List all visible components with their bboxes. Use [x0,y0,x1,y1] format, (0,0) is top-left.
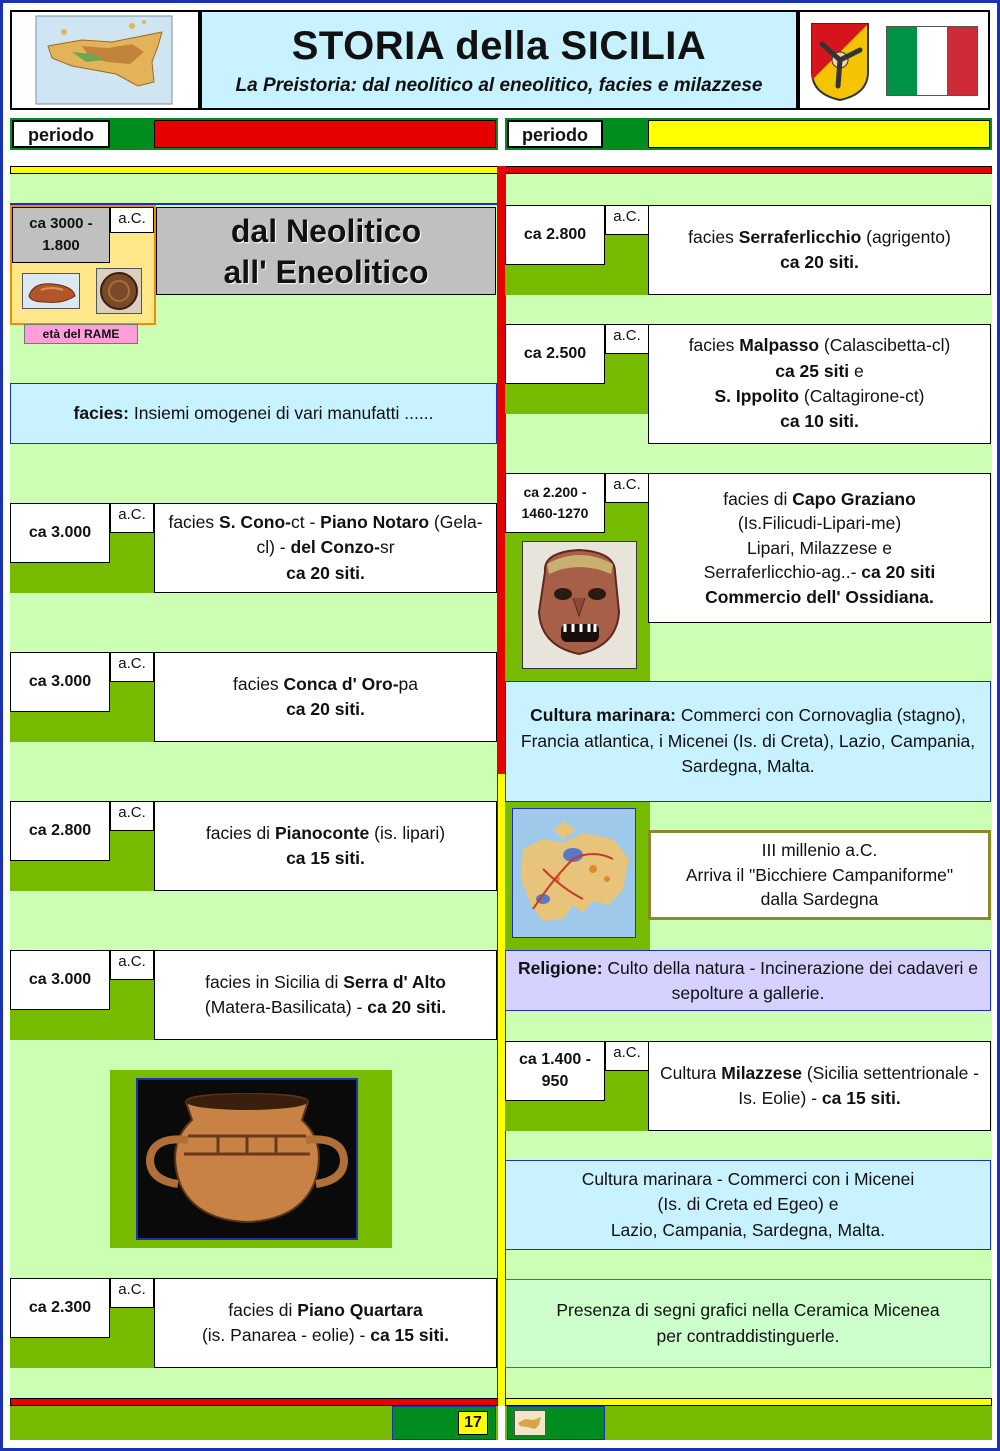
entry-date-line2: 1460-1270 [521,505,589,521]
entry-date-line1: ca 2.200 - [523,484,587,500]
bicchiere-campaniforme-box: III millenio a.C. Arriva il "Bicchiere Campaniforme" dalla Sardegna [648,830,991,920]
intro-title-line1: dal Neolitico [230,213,422,249]
footer-left-rule [10,1398,498,1406]
footer-map-thumbnail [514,1410,546,1436]
flags-box [798,10,990,110]
intro-date [12,207,110,263]
entry-text-serraferlicchio: facies Serraferlicchio (agrigento) ca 20 siti. [648,205,991,295]
entry-text-pianoconte: facies di Pianoconte (is. lipari) ca 15 siti. [154,801,497,891]
entry-text-malpasso: facies Malpasso (Calascibetta-cl) ca 25 siti e S. Ippolito (Caltagirone-ct) ca 10 siti. [648,324,991,444]
entry-date: ca 2.300 [10,1278,110,1338]
entry-era: a.C. [110,652,154,682]
religione-box [505,950,991,1011]
entry-text-conca-doro: facies Conca d' Oro-pa ca 20 siti. [154,652,497,742]
copper-age-label: età del RAME [24,324,138,344]
sicily-map-box [10,10,200,110]
copper-artifact-image-2 [96,268,142,314]
entry-era: a.C. [605,1041,649,1071]
page-number: 17 [458,1411,488,1435]
period-color-yellow [648,120,990,148]
religione-text: Culto della natura - Incinerazione dei cadaveri e sepolture a gallerie. [602,958,979,1003]
entry-era: a.C. [110,1278,154,1308]
cultura-marinara-label: Cultura marinara: [530,705,677,726]
footer-right-rule [505,1398,992,1406]
entry-era: a.C. [110,950,154,980]
entry-date-text: ca 1.400 - 950 [518,1050,592,1090]
entry-era: a.C. [110,503,154,533]
entry-text-milazzese: Cultura Milazzese (Sicilia settentrionale - Is. Eolie) - ca 15 siti. [648,1041,991,1131]
intro-title-line2: all' Eneolitico [223,254,429,290]
entry-date: ca 2.800 [505,205,605,265]
entry-era: a.C. [605,205,649,235]
entry-era: a.C. [605,324,649,354]
sicily-map-image [12,12,198,108]
left-top-rule [10,166,498,174]
cultura-marinara-2-box: Cultura marinara - Commerci con i Micenei (Is. di Creta ed Egeo) e Lazio, Campania, Sardegna, Malta. [505,1160,991,1250]
entry-date: ca 3.000 [10,652,110,712]
entry-text-s-cono: facies S. Cono-ct - Piano Notaro (Gela-cl) - del Conzo-sr ca 20 siti. [154,503,497,593]
entry-date [505,473,605,533]
segni-grafici-box: Presenza di segni grafici nella Ceramica Micenea per contraddistinguerle. [505,1279,991,1368]
mask-artifact-image [522,541,637,669]
entry-text-serra-dalto: facies in Sicilia di Serra d' Alto (Matera-Basilicata) - ca 20 siti. [154,950,497,1040]
italian-flag-icon [886,26,978,96]
trinacria-emblem-icon [808,20,872,102]
cultura-marinara-text: Commerci con Cornovaglia (stagno), Francia atlantica, i Micenei (Is. di Creta), Lazio, Campania, Sardegna, Malta. [520,705,976,777]
intro-era: a.C. [110,207,154,233]
intro-date-text: ca 3000 - 1.800 [29,215,93,254]
entry-date: ca 2.800 [10,801,110,861]
copper-artifact-image-1 [22,273,80,309]
entry-date: ca 3.000 [10,503,110,563]
europe-map-image [512,808,636,938]
cultura-marinara-box [505,681,991,802]
entry-text-capo-graziano: facies di Capo Graziano (Is.Filicudi-Lipari-me) Lipari, Milazzese e Serraferlicchio-ag..- ca 20 siti Commercio dell' Ossidiana. [648,473,991,623]
entry-era: a.C. [110,801,154,831]
period-color-red [154,120,496,148]
period-label-left: periodo [12,120,110,148]
period-label-right: periodo [507,120,603,148]
facies-definition-label: facies: [73,402,129,423]
vase-image [136,1078,358,1240]
right-top-rule [505,166,992,174]
title-box [200,10,798,110]
page-subtitle: La Preistoria: dal neolitico al eneolitico, facies e milazzese [235,75,763,96]
page-title: STORIA della SICILIA [291,24,707,68]
entry-era: a.C. [605,473,649,503]
entry-text-piano-quartara: facies di Piano Quartara (is. Panarea - eolie) - ca 15 siti. [154,1278,497,1368]
entry-date [505,1041,605,1101]
intro-title-box [156,207,496,295]
entry-date: ca 2.500 [505,324,605,384]
entry-date: ca 3.000 [10,950,110,1010]
religione-label: Religione: [517,958,603,978]
facies-definition-text: Insiemi omogenei di vari manufatti ...... [129,402,434,423]
facies-definition [10,383,497,444]
